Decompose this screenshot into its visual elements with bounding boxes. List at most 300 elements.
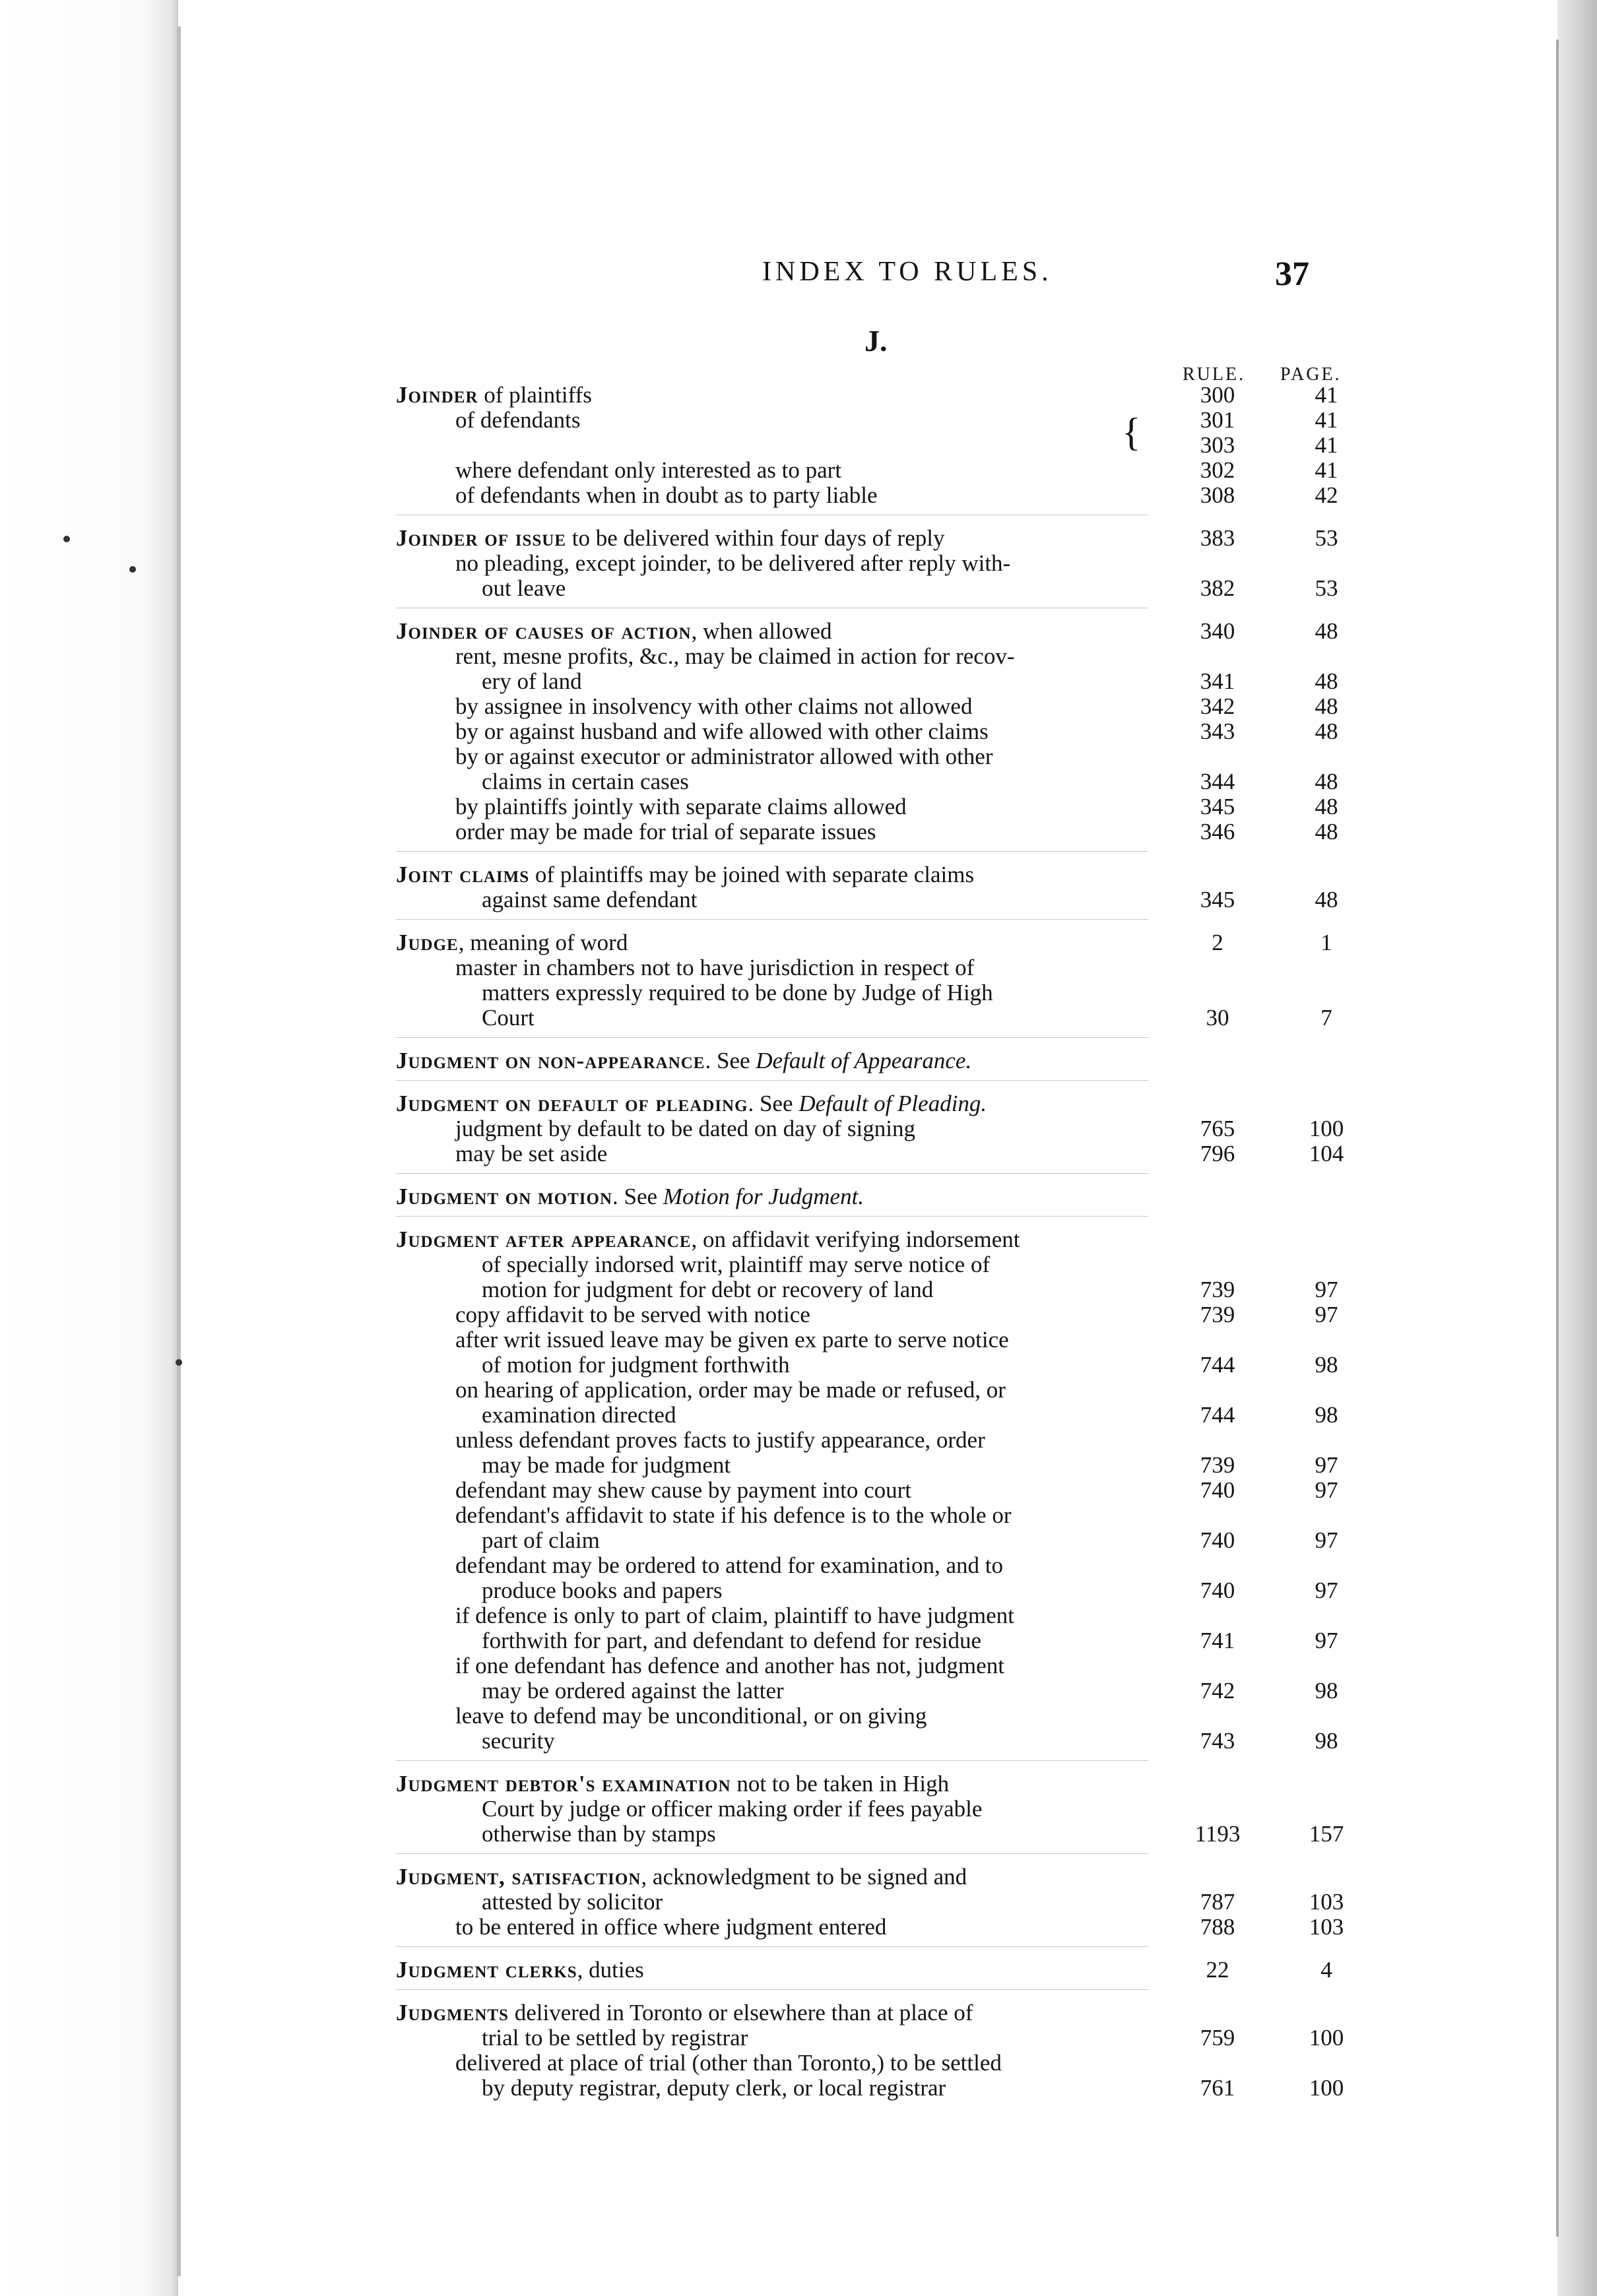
page-ref: 48 [1315,618,1338,644]
entry-separator [396,608,1148,619]
page-ref: 41 [1315,457,1338,483]
entry-body: forthwith for part, and defendant to defend for residue [482,1628,982,1653]
entry-text [396,383,592,408]
entry-text [396,619,831,644]
entry-heading: Joinder [396,382,478,408]
entry-body: no pleading, except joinder, to be delivered after reply with- [455,550,1011,576]
index-line [396,887,1359,912]
page-ref: 97 [1315,1452,1338,1478]
entry-body: if defence is only to part of claim, plaintiff to have judgment [455,1603,1014,1628]
entry-body: , when allowed [691,618,832,644]
page-ref: 98 [1315,1352,1338,1378]
index-line [396,669,1359,694]
scan-speck [176,1359,182,1366]
index-line [396,1603,1359,1628]
entry-body: . See [612,1184,663,1209]
entry-separator [396,1989,1148,2000]
index-entry [396,1048,1359,1073]
rule-number: 744 [1200,1352,1235,1378]
page-ref: 53 [1315,575,1338,601]
rule-number: 743 [1200,1728,1235,1754]
entry-body: examination directed [482,1402,676,1428]
index-line [396,1184,1359,1209]
entry-text [455,1478,911,1503]
binding-line [177,26,181,2276]
entry-body: of defendants when in doubt as to party liable [455,482,878,508]
index-line [396,2076,1359,2101]
entry-body: security [482,1728,555,1754]
entry-text [396,1184,864,1209]
entry-separator [396,1946,1148,1958]
entry-text [482,2076,946,2101]
page-ref: 41 [1315,407,1338,433]
entry-text [482,1252,990,1277]
entry-body: of specially indorsed writ, plaintiff may serve notice of [482,1252,991,1277]
index-entry [396,1865,1359,1940]
page-ref: 103 [1309,1889,1344,1915]
index-line [396,1048,1359,1073]
entry-separator [396,851,1148,862]
rule-number: 739 [1200,1277,1235,1302]
index-line [396,1378,1359,1403]
page-ref: 48 [1315,887,1338,912]
entry-body: by or against husband and wife allowed with other claims [455,718,989,744]
index-entry [396,1184,1359,1209]
entry-body: trial to be settled by registrar [482,2025,748,2051]
index-line [396,819,1359,845]
entry-body: against same defendant [482,887,698,912]
entry-body: on hearing of application, order may be made or refused, or [455,1377,1006,1403]
entry-body: by deputy registrar, deputy clerk, or local registrar [482,2075,946,2101]
page-ref: 98 [1315,1728,1338,1754]
entry-heading: Joinder of causes of action [396,618,692,644]
entry-separator [396,1853,1148,1865]
page-column-header: PAGE. [1280,364,1342,385]
index-line [396,1553,1359,1578]
entry-body: to be delivered within four days of reply [566,525,945,551]
index-line [396,1141,1359,1166]
rule-number: 346 [1200,819,1235,845]
rule-number: 343 [1200,718,1235,744]
entry-text [396,1227,1020,1252]
entry-text [482,1890,663,1915]
cross-reference: Motion for Judgment. [663,1184,864,1209]
page-ref: 97 [1315,1628,1338,1653]
entry-text [482,1822,716,1847]
section-letter: J. [864,324,888,358]
entry-body: master in chambers not to have jurisdiction in respect of [455,955,975,980]
entry-body: , duties [577,1957,644,1983]
entry-text [455,1503,1011,1528]
page-ref: 48 [1315,668,1338,694]
page-ref: 48 [1315,819,1338,845]
index-line [396,930,1359,955]
index-line [396,1277,1359,1302]
page-ref: 42 [1315,482,1338,508]
cross-reference: Default of Pleading. [798,1091,987,1116]
cross-reference: Default of Appearance. [756,1048,972,1073]
index-line [396,1252,1359,1277]
entry-body: rent, mesne profits, &c., may be claimed in action for recov- [455,643,1015,669]
index-line [396,1678,1359,1704]
page-ref: 103 [1309,1914,1344,1940]
index-line [396,458,1359,483]
index-line [396,1227,1359,1252]
entry-body: defendant may be ordered to attend for examination, and to [455,1552,1003,1578]
entry-body: if one defendant has defence and another has not, judgment [455,1653,1004,1678]
entry-text [482,1729,555,1754]
index-entry [396,383,1359,508]
entry-separator [396,919,1148,930]
entry-text [396,930,628,955]
entry-text [396,1048,971,1073]
rule-number: 740 [1200,1527,1235,1553]
page-number: 37 [1275,255,1309,293]
page-edge-line [1556,40,1559,2237]
entry-text [396,1865,967,1890]
entry-text [455,1327,1009,1353]
entry-text [455,819,876,845]
entry-body: by or against executor or administrator allowed with other [455,744,993,769]
rule-number: 796 [1200,1141,1235,1166]
rule-number: 741 [1200,1628,1235,1653]
entry-text [396,1091,987,1116]
entry-heading: Judgment on non-appearance [396,1048,705,1073]
entry-body: , on affidavit verifying indorsement [691,1227,1020,1252]
page-ref: 98 [1315,1402,1338,1428]
index-line [396,1915,1359,1940]
index-line [396,1822,1359,1847]
entry-separator [396,1760,1148,1771]
scan-speck [129,566,136,573]
index-line [396,794,1359,819]
index-line [396,1503,1359,1528]
entry-body: may be ordered against the latter [482,1678,784,1704]
entry-body: defendant may shew cause by payment into court [455,1477,912,1503]
rule-number: 382 [1200,575,1235,601]
entry-text [482,1628,981,1653]
entry-heading: Judgment, satisfaction [396,1864,641,1890]
rule-number: 345 [1200,887,1235,912]
page-ref: 97 [1315,1527,1338,1553]
running-header: INDEX TO RULES. [762,257,1053,287]
page-ref: 41 [1315,382,1338,408]
rule-number: 30 [1206,1005,1229,1031]
index-line [396,1353,1359,1378]
entry-text [455,1428,985,1453]
entry-body: copy affidavit to be served with notice [455,1302,810,1327]
index-line [396,1797,1359,1822]
index-line [396,551,1359,576]
left-page-gutter [0,0,178,2296]
page-ref: 1 [1320,930,1332,955]
entry-text [455,408,581,433]
rule-number: 302 [1200,457,1235,483]
rule-number: 740 [1200,1578,1235,1603]
entry-text [482,980,993,1005]
entry-text [482,1797,982,1822]
page-ref: 48 [1315,718,1338,744]
rule-number: 761 [1200,2075,1235,2101]
index-entry [396,1227,1359,1754]
entry-body: Court [482,1005,535,1031]
entry-separator [396,1216,1148,1227]
index-line [396,1478,1359,1503]
page-ref: 97 [1315,1277,1338,1302]
entry-text [455,719,989,744]
entry-body: defendant's affidavit to state if his defence is to the whole or [455,1502,1012,1528]
rule-number: 739 [1200,1302,1235,1327]
entry-body: , meaning of word [458,930,628,955]
entry-body: of motion for judgment forthwith [482,1352,790,1378]
entry-heading: Judgment after appearance [396,1227,692,1252]
entry-separator [396,1037,1148,1048]
page-ref: 100 [1309,2075,1344,2101]
page-ref: 4 [1320,1957,1332,1983]
rule-number: 300 [1200,382,1235,408]
index-line [396,769,1359,794]
index-line [396,2025,1359,2051]
scan-speck [63,536,70,542]
entry-text [482,887,698,912]
index-line [396,1116,1359,1141]
entry-body: may be made for judgment [482,1452,731,1478]
entry-text [455,1603,1014,1628]
rule-number: 739 [1200,1452,1235,1478]
entry-heading: Judgment on motion [396,1184,612,1209]
index-line [396,1091,1359,1116]
index-line [396,1704,1359,1729]
entry-body: to be entered in office where judgment entered [455,1914,887,1940]
entry-text [482,1578,722,1603]
entry-text [396,1771,949,1797]
index-line [396,1453,1359,1478]
entry-text [455,644,1014,669]
rule-number: 787 [1200,1889,1235,1915]
entry-body: produce books and papers [482,1578,723,1603]
rule-number: 740 [1200,1477,1235,1503]
page-ref: 97 [1315,1477,1338,1503]
rule-number: 308 [1200,482,1235,508]
entry-text [455,1704,927,1729]
index-line [396,980,1359,1005]
entry-body: matters expressly required to be done by Judge of High [482,980,993,1005]
index-line [396,1428,1359,1453]
entry-body: delivered at place of trial (other than Toronto,) to be settled [455,2050,1002,2076]
rule-number: 744 [1200,1402,1235,1428]
entry-text [455,1141,607,1166]
entry-text [396,526,944,551]
entry-separator [396,515,1148,526]
page-ref: 48 [1315,693,1338,719]
index-line [396,2051,1359,2076]
entry-text [482,576,566,601]
entry-body: part of claim [482,1527,600,1553]
entry-text [482,2025,748,2051]
page-ref: 157 [1309,1821,1344,1847]
page-ref: 48 [1315,794,1338,819]
page-ref: 100 [1309,1116,1344,1141]
rule-number: 341 [1200,668,1235,694]
index-entry [396,2000,1359,2101]
page-ref: 100 [1309,2025,1344,2051]
page-ref: 53 [1315,525,1338,551]
index-line [396,526,1359,551]
entry-text [482,1353,790,1378]
entry-body: unless defendant proves facts to justify appearance, order [455,1427,985,1453]
entry-text [455,458,841,483]
rule-number: 342 [1200,693,1235,719]
index-line [396,1302,1359,1327]
index-entries [396,383,1359,2101]
entry-body: leave to defend may be unconditional, or on giving [455,1703,927,1729]
index-line [396,1403,1359,1428]
entry-text [482,669,582,694]
entry-body: , acknowledgment to be signed and [641,1864,967,1890]
entry-text [482,1403,676,1428]
entry-separator [396,1080,1148,1091]
entry-text [455,2051,1002,2076]
entry-text [455,694,972,719]
index-line [396,1653,1359,1678]
entry-text [482,1005,535,1031]
entry-separator [396,1173,1148,1184]
entry-text [396,1958,644,1983]
index-line [396,862,1359,887]
index-line [396,1890,1359,1915]
index-line [396,1578,1359,1603]
index-entry [396,619,1359,845]
entry-heading: Joinder of issue [396,525,566,551]
entry-body: otherwise than by stamps [482,1821,716,1847]
rule-number: 759 [1200,2025,1235,2051]
index-line [396,383,1359,408]
entry-text [455,551,1010,576]
page-ref: 7 [1320,1005,1332,1031]
entry-text [455,1915,886,1940]
index-line [396,2000,1359,2025]
index-line [396,619,1359,644]
entry-text [455,794,907,819]
brace-mark: { [1122,410,1141,454]
entry-heading: Judgment debtor's examination [396,1771,731,1797]
page-ref: 97 [1315,1302,1338,1327]
rule-number: 1193 [1194,1821,1241,1847]
entry-text [455,955,974,980]
entry-heading: Judgment clerks [396,1957,577,1983]
entry-text [482,769,689,794]
index-entry [396,1958,1359,1983]
entry-body: order may be made for trial of separate issues [455,819,876,845]
rule-column-header: RULE. [1183,364,1246,385]
rule-number: 383 [1200,525,1235,551]
rule-number: 788 [1200,1914,1235,1940]
index-line [396,1958,1359,1983]
right-page-edge [1557,0,1597,2296]
entry-body: of defendants [455,407,581,433]
index-line [396,1771,1359,1797]
index-line [396,433,1359,458]
entry-text [455,1116,915,1141]
entry-text [482,1678,784,1704]
entry-text [455,1378,1006,1403]
rule-number: 301 [1200,407,1235,433]
entry-body: where defendant only interested as to part [455,457,842,483]
index-line [396,483,1359,508]
index-line [396,694,1359,719]
rule-number: 2 [1212,930,1223,955]
entry-body: delivered in Toronto or elsewhere than at place of [508,2000,973,2025]
entry-text [455,1553,1003,1578]
entry-body: attested by solicitor [482,1889,663,1915]
page-ref: 48 [1315,769,1338,794]
index-line [396,744,1359,769]
entry-body: of plaintiffs may be joined with separate claims [529,862,975,887]
rule-number: 344 [1200,769,1235,794]
entry-body: . See [748,1091,799,1116]
index-line [396,644,1359,669]
entry-heading: Judgment on default of pleading [396,1091,748,1116]
entry-text [396,862,974,887]
entry-text [455,1302,810,1327]
entry-body: by plaintiffs jointly with separate claims allowed [455,794,907,819]
index-line [396,1327,1359,1353]
rule-number: 765 [1200,1116,1235,1141]
rule-number: 303 [1200,432,1235,458]
entry-body: claims in certain cases [482,769,689,794]
index-line [396,719,1359,744]
entry-text [455,483,878,508]
rule-number: 345 [1200,794,1235,819]
entry-body: may be set aside [455,1141,608,1166]
index-line [396,1865,1359,1890]
rule-number: 22 [1206,1957,1229,1983]
entry-body: not to be taken in High [731,1771,950,1797]
rule-number: 742 [1200,1678,1235,1704]
entry-body: ery of land [482,668,582,694]
entry-heading: Judge [396,930,459,955]
rule-number: 340 [1200,618,1235,644]
page-ref: 97 [1315,1578,1338,1603]
entry-text [396,2000,973,2025]
entry-body: . See [705,1048,756,1073]
entry-body: motion for judgment for debt or recovery of land [482,1277,934,1302]
entry-heading: Joint claims [396,862,530,887]
page-ref: 98 [1315,1678,1338,1704]
entry-body: of plaintiffs [478,382,592,408]
entry-body: out leave [482,575,566,601]
index-entry [396,930,1359,1031]
index-line [396,955,1359,980]
index-line [396,1528,1359,1553]
entry-text [455,1653,1004,1678]
entry-body: by assignee in insolvency with other claims not allowed [455,693,973,719]
index-line [396,1729,1359,1754]
entry-heading: Judgments [396,2000,509,2025]
index-line [396,1005,1359,1031]
page-ref: 41 [1315,432,1338,458]
index-line [396,1628,1359,1653]
index-entry [396,526,1359,601]
entry-text [482,1277,933,1302]
index-entry [396,1091,1359,1166]
entry-body: Court by judge or officer making order if fees payable [482,1796,983,1822]
entry-body: after writ issued leave may be given ex parte to serve notice [455,1327,1009,1353]
entry-text [482,1528,600,1553]
index-line [396,576,1359,601]
index-entry [396,1771,1359,1847]
entry-text [455,744,993,769]
